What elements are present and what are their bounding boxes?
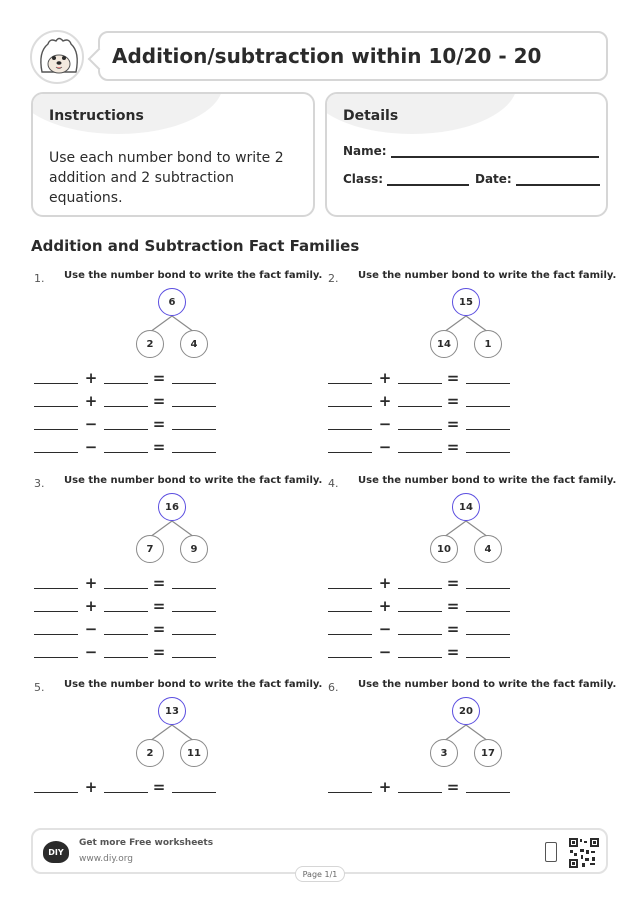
answer-blank[interactable] [328,611,372,612]
bond-part-a: 14 [430,330,458,358]
name-label: Name: [343,144,387,158]
operator-minus: − [84,620,98,638]
problem-prompt: Use the number bond to write the fact family. [358,270,617,281]
bond-part-a: 2 [136,330,164,358]
operator-plus: + [84,778,98,796]
operator-equals: = [446,574,460,592]
operator-minus: − [378,620,392,638]
problem-number: 2. [328,272,339,285]
answer-blank[interactable] [398,657,442,658]
problem-1 [30,268,325,468]
operator-plus: + [84,597,98,615]
date-label: Date: [475,172,512,186]
date-field[interactable] [475,172,600,186]
answer-blank[interactable] [328,792,372,793]
answer-blank[interactable] [398,588,442,589]
equation-row [34,439,224,457]
problem-number: 4. [328,477,339,490]
instructions-card [31,92,315,217]
equation-row [34,621,224,639]
equation-row [328,439,518,457]
operator-plus: + [378,597,392,615]
bond-whole: 16 [158,493,186,521]
problem-prompt: Use the number bond to write the fact family. [64,475,323,486]
answer-blank[interactable] [172,383,216,384]
answer-blank[interactable] [172,429,216,430]
operator-equals: = [446,643,460,661]
operator-equals: = [446,597,460,615]
operator-plus: + [378,574,392,592]
answer-blank[interactable] [466,657,510,658]
answer-blank[interactable] [104,452,148,453]
class-field[interactable] [343,172,469,186]
answer-blank[interactable] [466,429,510,430]
mascot-avatar [30,30,84,84]
operator-equals: = [152,438,166,456]
bond-part-a: 3 [430,739,458,767]
bond-part-b: 11 [180,739,208,767]
operator-plus: + [84,369,98,387]
answer-blank[interactable] [104,406,148,407]
bond-part-b: 9 [180,535,208,563]
equation-row [328,393,518,411]
operator-minus: − [84,643,98,661]
equation-row [328,416,518,434]
bond-part-a: 10 [430,535,458,563]
operator-equals: = [152,778,166,796]
answer-blank[interactable] [172,588,216,589]
answer-blank[interactable] [172,611,216,612]
page-title: Addition/subtraction within 10/20 - 20 [112,44,542,68]
operator-minus: − [84,415,98,433]
equation-row [328,370,518,388]
class-label: Class: [343,172,384,186]
answer-blank[interactable] [104,383,148,384]
answer-blank[interactable] [34,452,78,453]
problem-prompt: Use the number bond to write the fact family. [358,475,617,486]
operator-plus: + [378,392,392,410]
equation-row [34,644,224,662]
problem-number: 5. [34,681,45,694]
number-bond [424,697,508,773]
equation-row [328,779,518,797]
equation-row [34,370,224,388]
answer-blank[interactable] [398,406,442,407]
operator-equals: = [152,597,166,615]
bond-whole: 13 [158,697,186,725]
answer-blank[interactable] [328,634,372,635]
equation-row [34,779,224,797]
answer-blank[interactable] [398,383,442,384]
operator-equals: = [152,643,166,661]
equation-row [328,621,518,639]
answer-blank[interactable] [328,657,372,658]
number-bond [424,493,508,569]
answer-blank[interactable] [466,383,510,384]
problem-2 [324,268,619,468]
details-card [325,92,608,217]
problem-number: 1. [34,272,45,285]
problem-number: 6. [328,681,339,694]
answer-blank[interactable] [328,429,372,430]
answer-blank[interactable] [328,588,372,589]
operator-equals: = [152,415,166,433]
problem-prompt: Use the number bond to write the fact family. [64,679,323,690]
operator-plus: + [84,574,98,592]
answer-blank[interactable] [398,452,442,453]
bond-whole: 20 [452,697,480,725]
equation-row [328,598,518,616]
equation-row [34,416,224,434]
answer-blank[interactable] [398,634,442,635]
operator-equals: = [446,369,460,387]
bond-whole: 14 [452,493,480,521]
bond-whole: 6 [158,288,186,316]
footer-url[interactable]: www.diy.org [79,854,133,864]
diy-logo: DIY [43,841,69,863]
answer-blank[interactable] [466,792,510,793]
equation-row [34,575,224,593]
bond-whole: 15 [452,288,480,316]
qr-code-icon [569,838,599,868]
answer-blank[interactable] [104,792,148,793]
answer-blank[interactable] [466,406,510,407]
answer-blank[interactable] [328,383,372,384]
operator-equals: = [152,369,166,387]
bond-part-a: 2 [136,739,164,767]
equation-row [328,575,518,593]
operator-minus: − [378,643,392,661]
answer-blank[interactable] [466,634,510,635]
answer-blank[interactable] [34,657,78,658]
phone-icon [545,842,557,862]
operator-plus: + [378,778,392,796]
answer-blank[interactable] [328,452,372,453]
answer-blank[interactable] [398,429,442,430]
answer-blank[interactable] [172,634,216,635]
answer-blank[interactable] [172,452,216,453]
answer-blank[interactable] [34,383,78,384]
problem-4 [324,473,619,673]
equation-row [34,598,224,616]
answer-blank[interactable] [172,406,216,407]
title-box [98,31,608,81]
number-bond [130,493,214,569]
answer-blank[interactable] [34,429,78,430]
problem-3 [30,473,325,673]
answer-blank[interactable] [34,634,78,635]
equation-row [328,644,518,662]
answer-blank[interactable] [172,792,216,793]
operator-equals: = [446,438,460,456]
answer-blank[interactable] [466,588,510,589]
footer-promo: Get more Free worksheets [79,838,214,848]
operator-equals: = [446,415,460,433]
page-indicator: Page 1/1 [295,866,345,882]
bond-part-a: 7 [136,535,164,563]
problem-prompt: Use the number bond to write the fact family. [358,679,617,690]
operator-plus: + [84,392,98,410]
operator-equals: = [152,620,166,638]
operator-equals: = [446,392,460,410]
answer-blank[interactable] [104,611,148,612]
answer-blank[interactable] [104,588,148,589]
answer-blank[interactable] [466,452,510,453]
answer-blank[interactable] [34,792,78,793]
answer-blank[interactable] [328,406,372,407]
number-bond [130,697,214,773]
problem-number: 3. [34,477,45,490]
answer-blank[interactable] [104,634,148,635]
name-field[interactable] [343,144,599,158]
answer-blank[interactable] [398,611,442,612]
answer-blank[interactable] [34,406,78,407]
operator-equals: = [446,620,460,638]
operator-equals: = [152,574,166,592]
number-bond [424,288,508,364]
bond-part-b: 17 [474,739,502,767]
bond-part-b: 1 [474,330,502,358]
answer-blank[interactable] [398,792,442,793]
operator-equals: = [152,392,166,410]
operator-minus: − [378,438,392,456]
answer-blank[interactable] [466,611,510,612]
instructions-text: Use each number bond to write 2 addition and 2 subtraction equations. [49,150,284,206]
answer-blank[interactable] [34,611,78,612]
number-bond [130,288,214,364]
answer-blank[interactable] [172,657,216,658]
section-title: Addition and Subtraction Fact Families [31,237,360,255]
operator-minus: − [378,415,392,433]
bond-part-b: 4 [474,535,502,563]
operator-plus: + [378,369,392,387]
equation-row [34,393,224,411]
bond-part-b: 4 [180,330,208,358]
answer-blank[interactable] [104,429,148,430]
answer-blank[interactable] [104,657,148,658]
problem-prompt: Use the number bond to write the fact family. [64,270,323,281]
answer-blank[interactable] [34,588,78,589]
operator-minus: − [84,438,98,456]
instructions-heading: Instructions [49,108,144,124]
details-heading: Details [343,108,399,124]
operator-equals: = [446,778,460,796]
